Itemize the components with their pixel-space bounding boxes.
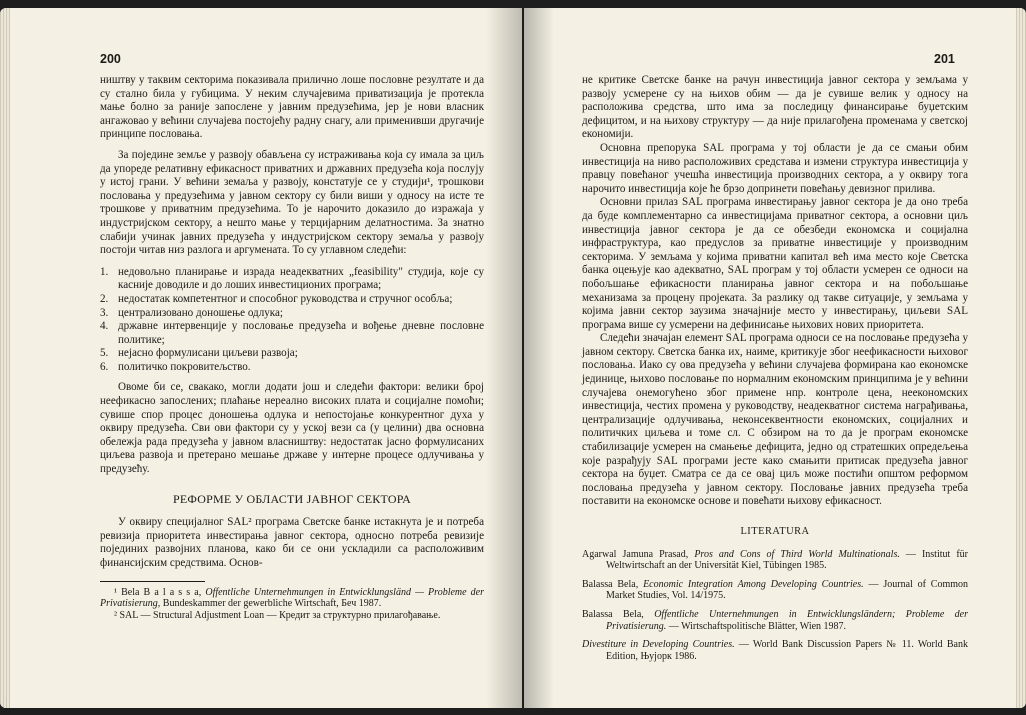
list-item: 6. политичко покровитељство. (100, 360, 251, 373)
page-edge-right (1016, 8, 1026, 708)
list-item: 2. недостатак компетентног и способног руководства и стручног особља; (100, 292, 453, 305)
reference-item: Agarwal Jamuna Prasad, Pros and Cons of Third World Multinationals. — Institut für Weltwirtschaft an der Universität Kiel, Tübingen 1985. (582, 548, 969, 572)
reference-item: Divestiture in Developing Countries. — World Bank Discussion Papers № 11. World Bank Edition, Њујорк 1986. (582, 639, 968, 662)
right-page (524, 8, 1026, 708)
page-number-left: 200 (100, 52, 121, 66)
paragraph: не критике Светске банке на рачун инвестиција јавног сектора у земљама у развоју усмерене су на њихов обим — да је сувише велик у односу на расположива средства, што има за последицу финансирање буџетским дефицитом, и на њихову структуру — да није прилагођена променама у светској економији. (582, 74, 968, 141)
list-item: 4. државне интервенције у пословање предузећа и вођење дневне пословне политике; (100, 320, 484, 346)
reference-item: Balassa Bela, Offentliche Unternehmungen in Entwicklungsländern; Probleme der Privatisierung. — Wirtschaftspolitische Blätter, Wien 1987. (582, 608, 968, 632)
left-page (0, 8, 522, 708)
paragraph: Следећи значајан елемент SAL програма односи се на пословање предузећа у јавном сектору. Светска банка их, наиме, критикује због неефикасности њиховог пословања. Иако су ова предузећа у већини случајева формирана као економске јединице, њихово пословање по нормалним економским принципима је у већини случајева онемогућено због примене нпр. контроле цена, неекономских инвестиција, честих промена у руководству, неадекватног система награђивања, централизације одлучивања, неконсеквентности економских, социјалних и политичких циљева и томе сл. С обзиром на то да је програм економске стабилизације усмерен на смањење дефицита, једно од стратешких опредељења које разрађују SAL програми јесте како смањити притисак предузећа јавног сектора на буџет. Сматра се да се овај циљ може постићи општом реформом пословања предузећа у јавном сектору. Пословање јавних предузећа треба поставити на економске основе и повећати њихову ефикасност. (582, 332, 968, 508)
list-item: 1. недовољно планирање и израда неадекватних „feasibility" студија, које су касније доводиле и до лоших инвестиционих програма; (100, 265, 484, 292)
gutter-shadow-right (524, 8, 554, 708)
paragraph: За поједине земље у развоју обављена су истраживања која су имала за циљ да упореде релативну ефикасност приватних и државних предузећа која послују у истој грани. У већини земаља у развоју, констатује се у студији¹, трошкови пословања у предузећима у јавном сектору су били виши у односу на исте те трошкове у приватним предузећима. То је нарочито доказило до изражаја у индустријском сектору, а нешто мање у терцијарним делатностима. За знатно слабији учинак јавних предузећа у индустријском сектору земаља у развоју постоји читав низ разлога и аргумената. То су углавном следећи: (100, 148, 484, 257)
paragraph: Основна препорука SAL програма у тој области је да се смањи обим инвестиција на ниво расположивих средстава и измени структура инвестиција у правцу повећаног учешћа инвестиција производних сектора, а у оквиру тога нарочито инвестиција које ће брзо допринети повећању девизног прилива. (582, 141, 968, 195)
references-heading: LITERATURA (740, 526, 810, 537)
list-item: 5. нејасно формулисани циљеви развоја; (100, 347, 298, 360)
list-item: 3. централизовано доношење одлука; (100, 306, 284, 319)
factor-list (100, 266, 484, 375)
left-page-body (100, 74, 484, 621)
paragraph: У оквиру специјалног SAL² програма Светске банке истакнута је и потреба ревизија приоритета инвестирања јавног сектора, односно потреба ревизије појединих развојних планова, како би се они ускладили са расположивим финансијским средствима. Основ- (100, 516, 484, 569)
paragraph: ништву у таквим секторима показивала прилично лоше пословне резултате и да су стално била у губицима. У неким случајевима приватизација је протекла мање болно за раније запослене у јавним предузећима, јер је нови власник ангажовао у већини случајева постојећу радну снагу, али применивши другачије принципе пословања. (100, 74, 484, 141)
page-edge-left (0, 8, 10, 708)
section-heading: РЕФОРМЕ У ОБЛАСТИ ЈАВНОГ СЕКТОРА (173, 491, 411, 506)
footnote-rule (100, 581, 205, 582)
paragraph: Овоме би се, свакако, могли додати још и следећи фактори: велики број неефикасно запослених; плаћање нереално високих плата и социјалне помоћи; сувише спор процес доношења одлука и непостојање конкурентног духа у оквиру предузећа. Сви ови фактори су у уској вези са (у целини) два основна обележја рада предузећа у јавном власништву: недостатак јасно формулисаних циљева развоја и претерано мешање државе у интерне процесе одлучивања у предузећу. (100, 381, 484, 476)
reference-item: Balassa Bela, Economic Integration Among Developing Countries. — Journal of Common Market Studies, Vol. 14/1975. (582, 578, 969, 602)
paragraph: Основни прилаз SAL програма инвестирању јавног сектора је да оно треба да буде комплементарно са инвестицијама приватног сектора, а основни циљ инвестиција јавног сектора је да се обезбеди економска и социјална инфраструктура, као предуслов за приватне инвестиције у производним секторима. У земљама у којима приватни капитал већ има место које Светска банка оцењује као адекватно, SAL програм у тој области усмерен се односи на побољшање ефикасности планирања јавног сектора и на побољшање механизама за процену пројеката. За разлику од такве ситуације, у земљама у којима јавни сектор заузима значајније место у инвестирању, циљеви SAL програма више су усмерени на дефинисање њихових нових приоритета. (582, 196, 968, 331)
footnote: ² SAL — Structural Adjustment Loan — Кредит за структурно прилагођавање. (114, 609, 441, 621)
gutter-shadow-left (486, 8, 522, 708)
page-number-right: 201 (934, 52, 955, 66)
right-page-body (582, 74, 968, 669)
footnote: ¹ Bela B a l a s s a, Offentliche Unternehmungen in Entwicklungsländ — Probleme der Privatisierung, Bundeskammer der gewerbliche Wirtschaft, Беч 1987. (100, 586, 485, 610)
